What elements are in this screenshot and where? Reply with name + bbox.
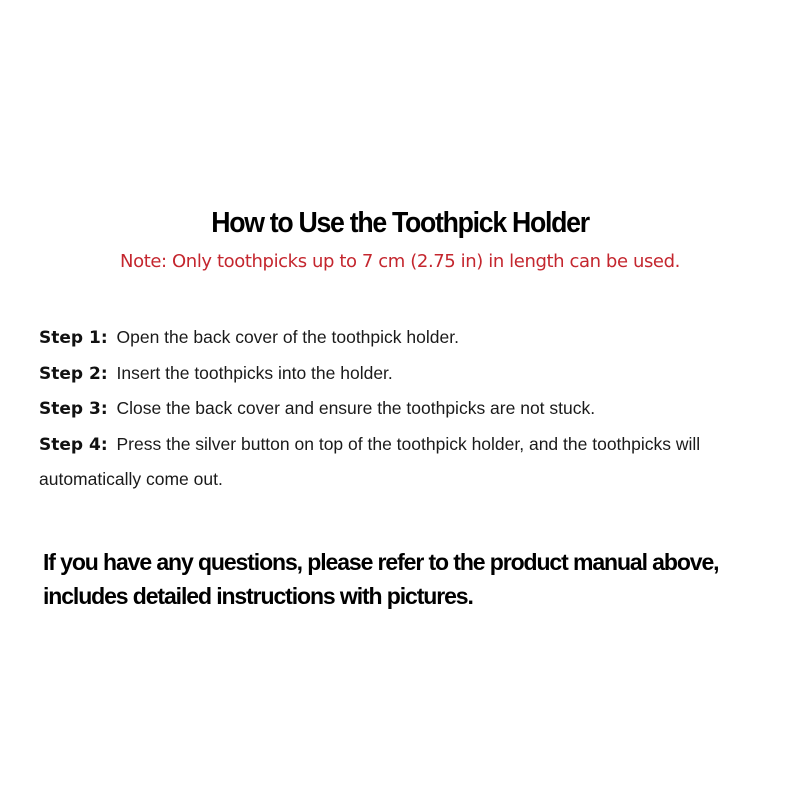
step-4 [39, 427, 789, 497]
step-1-text: Open the back cover of the toothpick holder. [116, 327, 459, 347]
closing-line-2: includes detailed instructions with pictures. [43, 583, 473, 609]
step-2 [39, 356, 789, 392]
step-1-label: Step 1: [39, 328, 108, 348]
steps-list [39, 320, 789, 497]
step-4-text: Press the silver button on top of the toothpick holder, and the toothpicks will automatically come out. [39, 433, 701, 489]
step-4-label: Step 4: [39, 434, 108, 455]
length-note: Note: Only toothpicks up to 7 cm (2.75 in) in length can be used. [120, 251, 680, 272]
closing-message [43, 545, 783, 613]
step-1 [39, 320, 789, 356]
step-2-label: Step 2: [39, 363, 108, 384]
closing-line-1: If you have any questions, please refer to the product manual above, [43, 549, 719, 575]
step-3-text: Close the back cover and ensure the toothpicks are not stuck. [116, 398, 596, 418]
page-title: How to Use the Toothpick Holder [211, 207, 589, 239]
step-3 [39, 391, 789, 427]
step-2-text: Insert the toothpicks into the holder. [116, 362, 393, 383]
step-3-label: Step 3: [39, 399, 108, 419]
